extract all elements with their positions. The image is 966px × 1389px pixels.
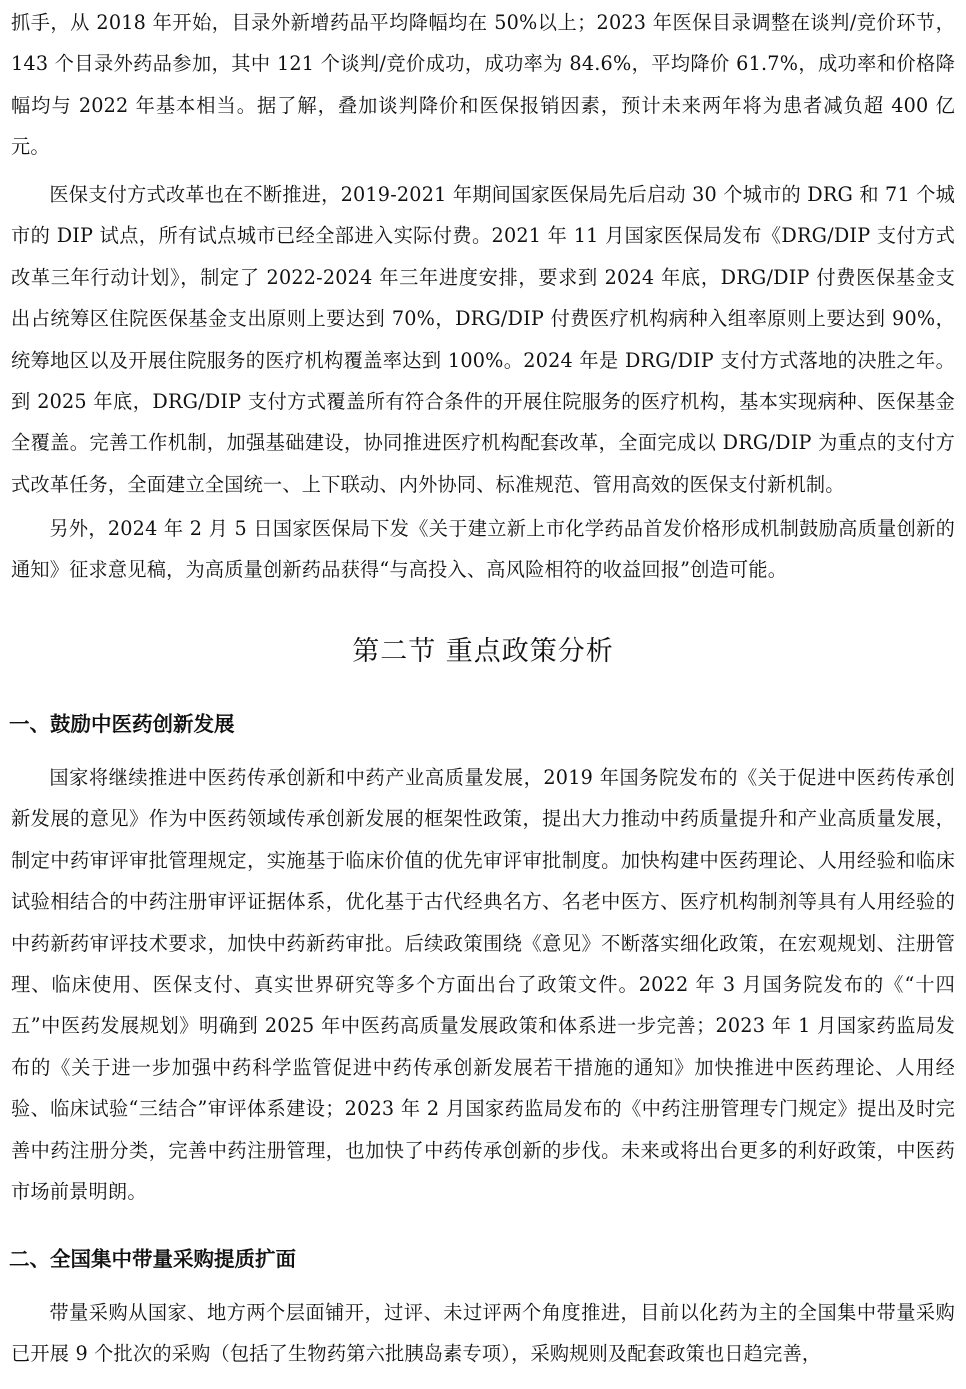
section-title: 第二节 重点政策分析 bbox=[352, 636, 614, 667]
heading-volume-procurement: 二、全国集中带量采购提质扩面 bbox=[9, 1247, 296, 1271]
paragraph-payment-reform: 医保支付方式改革也在不断推进，2019-2021 年期间国家医保局先后启动 30 个城市的 DRG 和 71 个城市的 DIP 试点，所有试点城市已经全部进入实际付费。2021 年 11 月国家医保局发布《DRG/DIP 支付方式改革三年行动计划》，制定了 2022-2024 年三年进度安排，要求到 2024 年底，DRG/DIP 付费医保基金支出占统筹区住院医保基金支出原则上要达到 70%，DRG/DIP 付费医疗机构病种入组率原则上要达到 90%，统筹地区以及开展住院服务的医疗机构覆盖率达到 100%。2024 年是 DRG/DIP 支付方式落地的决胜之年。到 2025 年底，DRG/DIP 支付方式覆盖所有符合条件的开展住院服务的医疗机构，基本实现病种、医保基金全覆盖。完善工作机制，加强基础建设，协同推进医疗机构配套改革，全面完成以 DRG/DIP 为重点的支付方式改革任务，全面建立全国统一、上下联动、内外协同、标准规范、管用高效的医保支付新机制。 bbox=[11, 183, 955, 496]
paragraph-volume-procurement: 带量采购从国家、地方两个层面铺开，过评、未过评两个角度推进，目前以化药为主的全国集中带量采购已开展 9 个批次的采购（包括了生物药第六批胰岛素专项），采购规则及配套政策也日趋完善， bbox=[11, 1301, 955, 1366]
paragraph-negotiation-results: 抓手，从 2018 年开始，目录外新增药品平均降幅均在 50%以上；2023 年医保目录调整在谈判/竞价环节，143 个目录外药品参加，其中 121 个谈判/竞价成功，成功率为 84.6%，平均降价 61.7%，成功率和价格降幅均与 2022 年基本相当。据了解，叠加谈判降价和医保报销因素，预计未来两年将为患者减负超 400 亿元。 bbox=[11, 11, 955, 159]
paragraph-tcm-policy: 国家将继续推进中医药传承创新和中药产业高质量发展，2019 年国务院发布的《关于促进中医药传承创新发展的意见》作为中医药领域传承创新发展的框架性政策，提出大力推动中药质量提升和产业高质量发展，制定中药审评审批管理规定，实施基于临床价值的优先审评审批制度。加快构建中医药理论、人用经验和临床试验相结合的中药注册审评证据体系，优化基于古代经典名方、名老中医方、医疗机构制剂等具有人用经验的中药新药审评技术要求，加快中药新药审批。后续政策围绕《意见》不断落实细化政策，在宏观规划、注册管理、临床使用、医保支付、真实世界研究等多个方面出台了政策文件。2022 年 3 月国务院发布的《“十四五”中医药发展规划》明确到 2025 年中医药高质量发展政策和体系进一步完善；2023 年 1 月国家药监局发布的《关于进一步加强中药科学监管促进中药传承创新发展若干措施的通知》加快推进中医药理论、人用经验、临床试验“三结合”审评体系建设；2023 年 2 月国家药监局发布的《中药注册管理专门规定》提出及时完善中药注册分类，完善中药注册管理，也加快了中药传承创新的步伐。未来或将出台更多的利好政策，中医药市场前景明朗。 bbox=[11, 766, 955, 1204]
paragraph-pricing-notice: 另外，2024 年 2 月 5 日国家医保局下发《关于建立新上市化学药品首发价格形成机制鼓励高质量创新的通知》征求意见稿，为高质量创新药品获得“与高投入、高风险相符的收益回报”创造可能。 bbox=[11, 517, 955, 582]
heading-tcm-innovation: 一、鼓励中医药创新发展 bbox=[9, 712, 235, 736]
